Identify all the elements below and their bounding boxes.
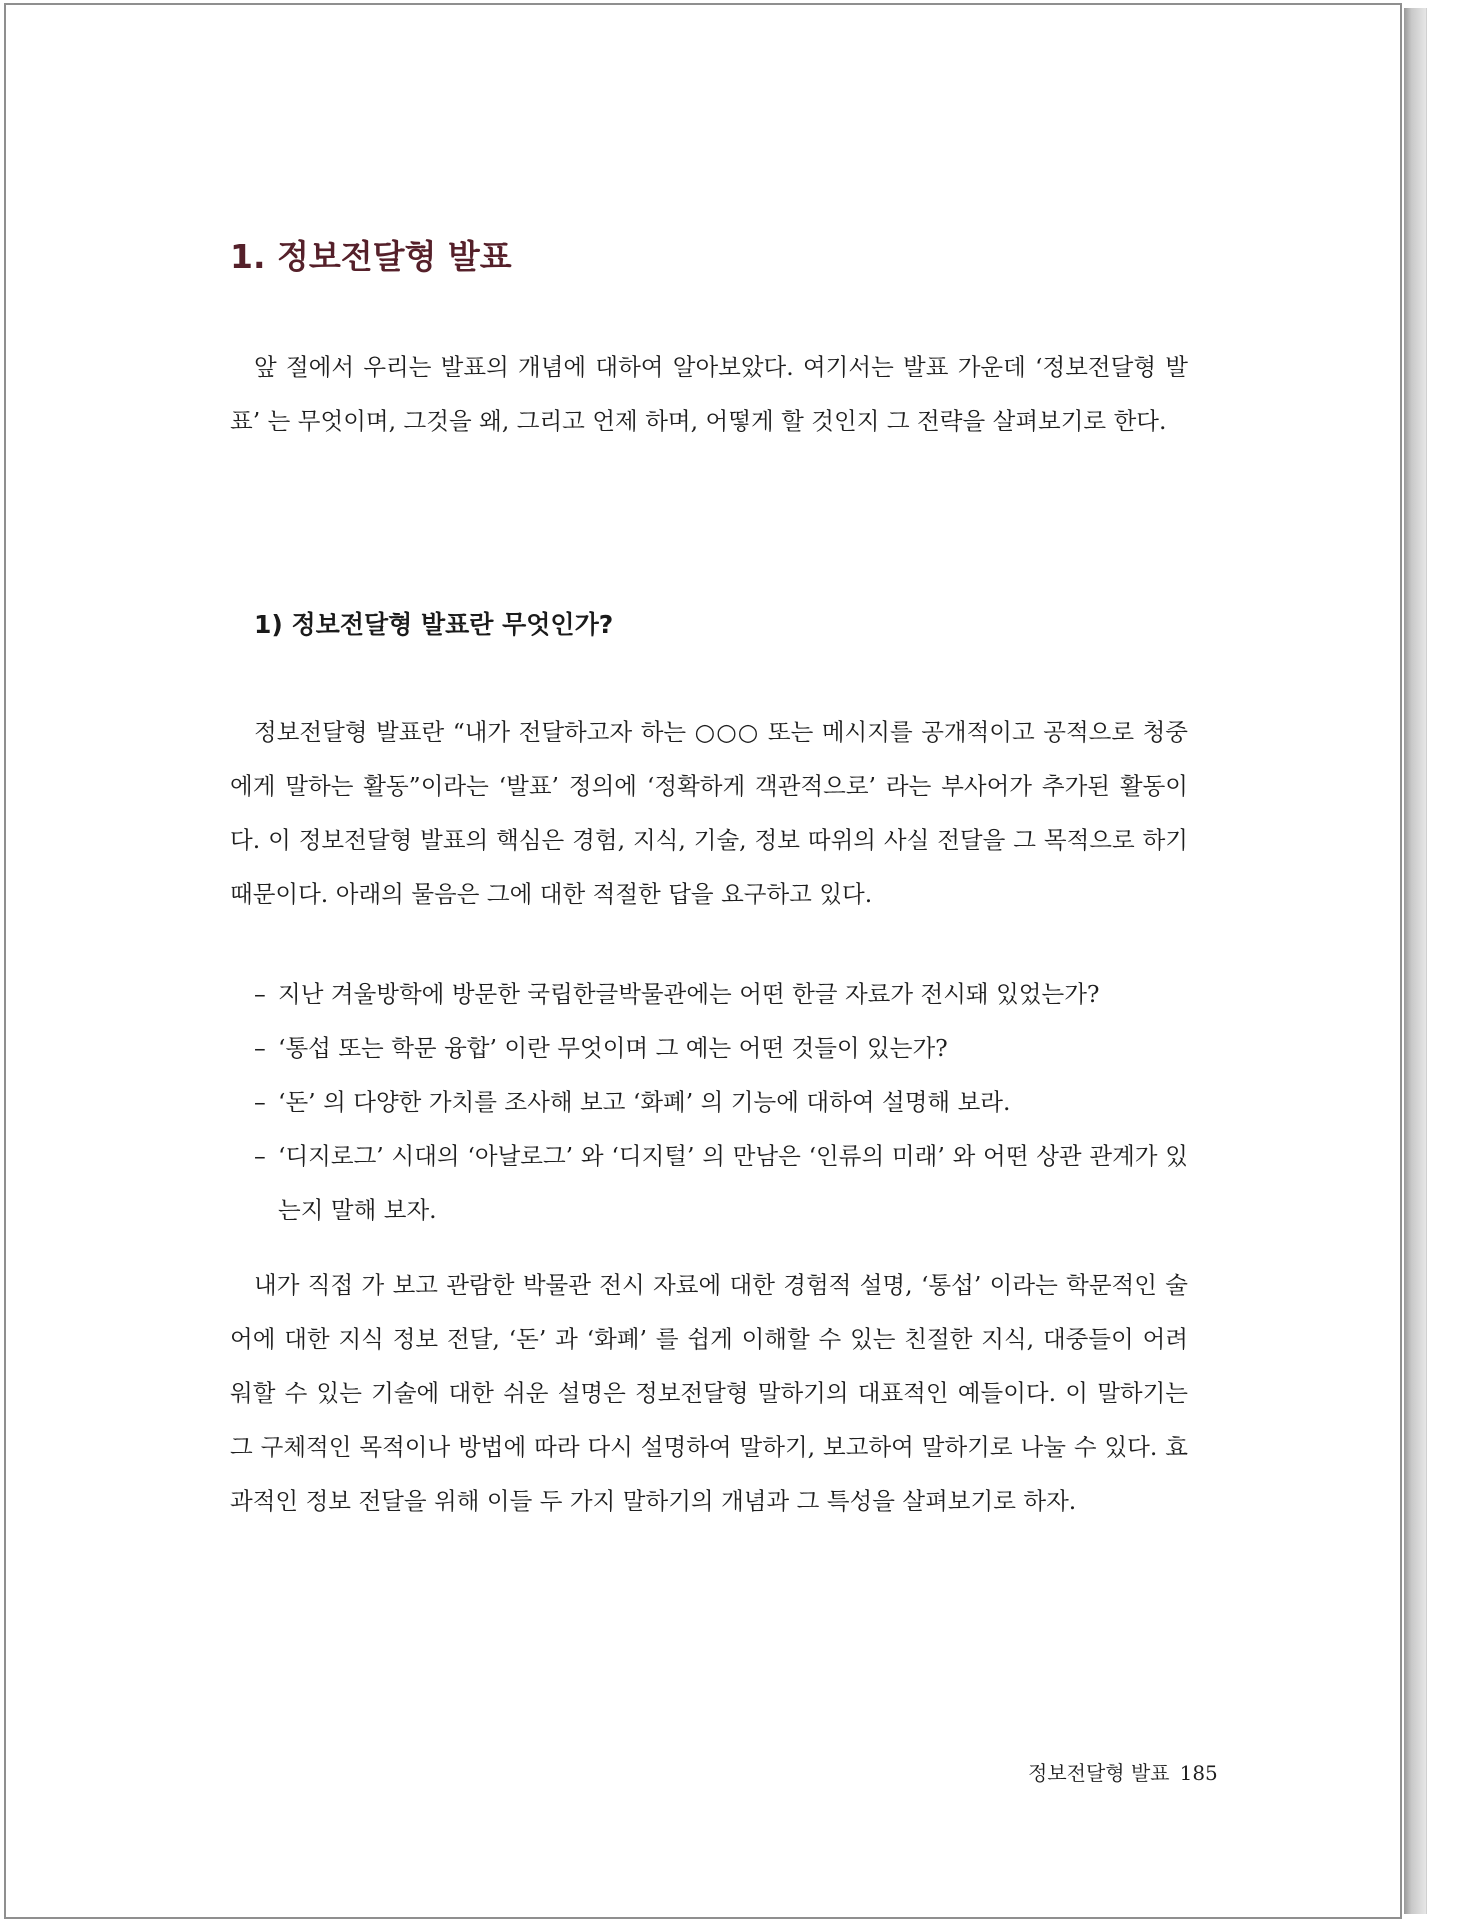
list-item — [254, 1129, 1188, 1237]
definition-paragraph: 정보전달형 발표란 “내가 전달하고자 하는 ○○○ 또는 메시지를 공개적이고 공적으로 청중에게 말하는 활동”이라는 ‘발표’ 정의에 ‘정확하게 객관적으로’ 라는 부사어가 추가된 활동이다. 이 정보전달형 발표의 핵심은 경험, 지식, 기술, 정보 따위의 사실 전달을 그 목적으로 하기 때문이다. 아래의 물음은 그에 대한 적절한 답을 요구하고 있다. — [230, 718, 1188, 908]
intro-paragraph: 앞 절에서 우리는 발표의 개념에 대하여 알아보았다. 여기서는 발표 가운데 ‘정보전달형 발표’ 는 무엇이며, 그것을 왜, 그리고 언제 하며, 어떻게 할 것인지 그 전략을 살펴보기로 한다. — [230, 353, 1188, 435]
running-title: 정보전달형 발표 — [1028, 1761, 1170, 1785]
page-number: 185 — [1179, 1761, 1218, 1785]
dash-bullet: – — [254, 980, 266, 1008]
page-edge-shadow — [1404, 8, 1427, 1914]
page-footer — [1028, 1757, 1218, 1786]
question-text: ‘통섭 또는 학문 융합’ 이란 무엇이며 그 예는 어떤 것들이 있는가? — [278, 1034, 948, 1062]
list-item — [254, 1021, 1188, 1075]
examples-paragraph: 내가 직접 가 보고 관람한 박물관 전시 자료에 대한 경험적 설명, ‘통섭’ 이라는 학문적인 술어에 대한 지식 정보 전달, ‘돈’ 과 ‘화폐’ 를 쉽게 이해할 수 있는 친절한 지식, 대중들이 어려워할 수 있는 기술에 대한 쉬운 설명은 정보전달형 말하기의 대표적인 예들이다. 이 말하기는 그 구체적인 목적이나 방법에 따라 다시 설명하여 말하기, 보고하여 말하기로 나눌 수 있다. 효과적인 정보 전달을 위해 이들 두 가지 말하기의 개념과 그 특성을 살펴보기로 하자. — [230, 1271, 1188, 1515]
section-heading: 1. 정보전달형 발표 — [230, 237, 512, 276]
list-item — [254, 1075, 1188, 1129]
dash-bullet: – — [254, 1142, 266, 1170]
dash-bullet: – — [254, 1088, 266, 1116]
question-list — [254, 967, 1188, 1237]
question-text: ‘돈’ 의 다양한 가치를 조사해 보고 ‘화폐’ 의 기능에 대하여 설명해 보라. — [278, 1088, 1011, 1116]
list-item — [254, 967, 1188, 1021]
book-page — [4, 3, 1402, 1919]
question-text: ‘디지로그’ 시대의 ‘아날로그’ 와 ‘디지털’ 의 만남은 ‘인류의 미래’ 와 어떤 상관 관계가 있는지 말해 보자. — [278, 1142, 1188, 1224]
dash-bullet: – — [254, 1034, 266, 1062]
subsection-heading: 1) 정보전달형 발표란 무엇인가? — [254, 610, 614, 639]
question-text: 지난 겨울방학에 방문한 국립한글박물관에는 어떤 한글 자료가 전시돼 있었는가? — [278, 980, 1100, 1008]
